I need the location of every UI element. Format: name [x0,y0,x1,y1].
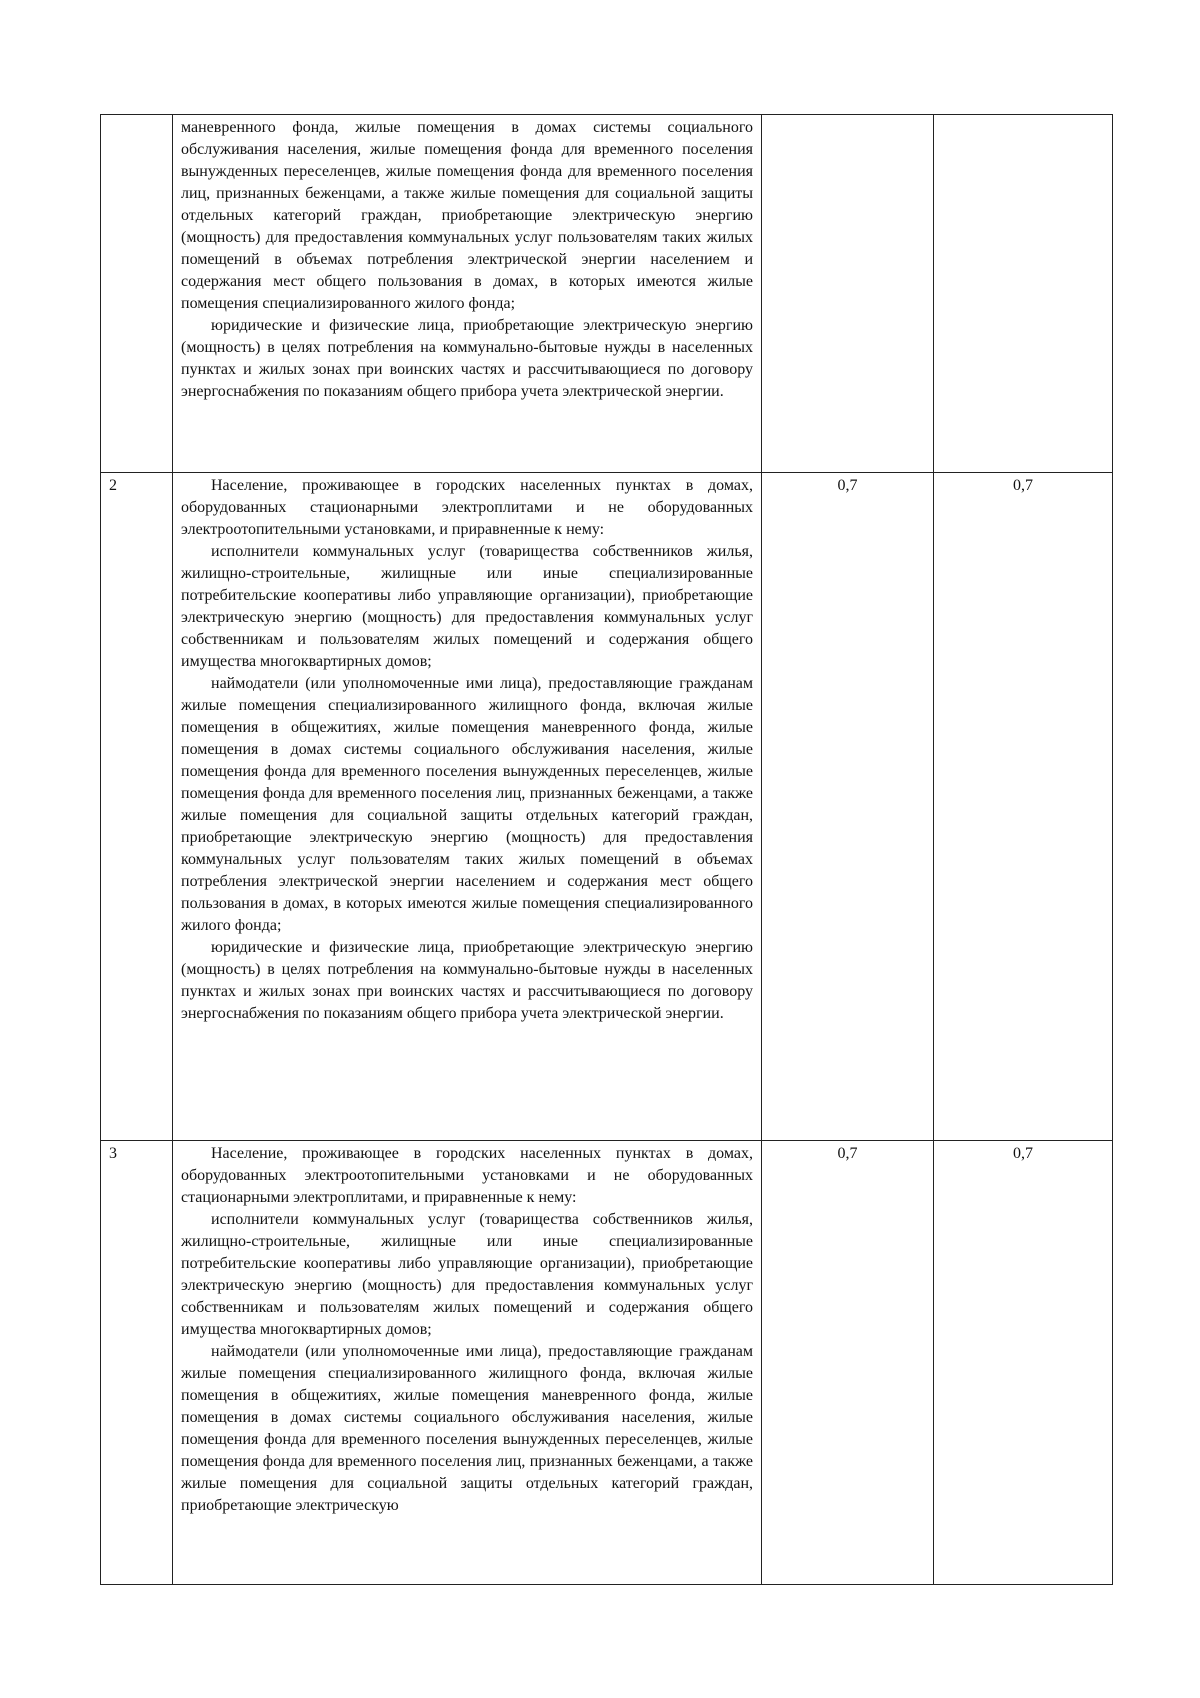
row-number: 2 [101,473,173,1141]
table-row [101,473,1113,1141]
row-description [173,1141,762,1585]
description-paragraph: юридические и физические лица, приобретающие электрическую энергию (мощность) в целях потребления на коммунально-бытовые нужды в населенных пунктах и жилых зонах при воинских частях и рассчитывающиеся по договору энергоснабжения по показаниям общего прибора учета электрической энергии. [181,317,753,400]
value-cell-2: 0,7 [934,1141,1113,1585]
row-number [101,115,173,473]
value-cell-2: 0,7 [934,473,1113,1141]
tariff-table [100,114,1113,1585]
description-paragraph: Население, проживающее в городских населенных пунктах в домах, оборудованных стационарными электроплитами и не оборудованных электроотопительными установками, и приравненные к нему: [181,477,753,538]
value-cell-1: 0,7 [762,1141,934,1585]
value-cell-1: 0,7 [762,473,934,1141]
value-cell-1 [762,115,934,473]
row-number: 3 [101,1141,173,1585]
document-page [100,114,1112,1585]
table-row [101,115,1113,473]
value-cell-2 [934,115,1113,473]
row-description [173,473,762,1141]
description-paragraph: исполнители коммунальных услуг (товарищества собственников жилья, жилищно-строительные, жилищные или иные специализированные потребительские кооперативы либо управляющие организации), приобретающие электрическую энергию (мощность) для предоставления коммунальных услуг собственникам и пользователям жилых помещений и содержания общего имущества многоквартирных домов; [181,1211,753,1338]
row-description [173,115,762,473]
description-paragraph: наймодатели (или уполномоченные ими лица), предоставляющие гражданам жилые помещения специализированного жилищного фонда, включая жилые помещения в общежитиях, жилые помещения маневренного фонда, жилые помещения в домах системы социального обслуживания населения, жилые помещения фонда для временного поселения вынужденных переселенцев, жилые помещения фонда для временного поселения лиц, признанных беженцами, а также жилые помещения для социальной защиты отдельных категорий граждан, приобретающие электрическую [181,1343,753,1514]
table-row [101,1141,1113,1585]
description-paragraph: исполнители коммунальных услуг (товарищества собственников жилья, жилищно-строительные, жилищные или иные специализированные потребительские кооперативы либо управляющие организации), приобретающие электрическую энергию (мощность) для предоставления коммунальных услуг собственникам и пользователям жилых помещений и содержания общего имущества многоквартирных домов; [181,543,753,670]
description-paragraph: наймодатели (или уполномоченные ими лица), предоставляющие гражданам жилые помещения специализированного жилищного фонда, включая жилые помещения в общежитиях, жилые помещения маневренного фонда, жилые помещения в домах системы социального обслуживания населения, жилые помещения фонда для временного поселения вынужденных переселенцев, жилые помещения фонда для временного поселения лиц, признанных беженцами, а также жилые помещения для социальной защиты отдельных категорий граждан, приобретающие электрическую энергию (мощность) для предоставления коммунальных услуг пользователям таких жилых помещений в объемах потребления электрической энергии населением и содержания мест общего пользования в домах, в которых имеются жилые помещения специализированного жилого фонда; [181,675,753,934]
description-paragraph: маневренного фонда, жилые помещения в домах системы социального обслуживания населения, жилые помещения фонда для временного поселения вынужденных переселенцев, жилые помещения фонда для временного поселения лиц, признанных беженцами, а также жилые помещения для социальной защиты отдельных категорий граждан, приобретающие электрическую энергию (мощность) для предоставления коммунальных услуг пользователям таких жилых помещений в объемах потребления электрической энергии населением и содержания мест общего пользования в домах, в которых имеются жилые помещения специализированного жилого фонда; [181,119,753,312]
description-paragraph: юридические и физические лица, приобретающие электрическую энергию (мощность) в целях потребления на коммунально-бытовые нужды в населенных пунктах и жилых зонах при воинских частях и рассчитывающиеся по договору энергоснабжения по показаниям общего прибора учета электрической энергии. [181,939,753,1022]
description-paragraph: Население, проживающее в городских населенных пунктах в домах, оборудованных электроотопительными установками и не оборудованных стационарными электроплитами, и приравненные к нему: [181,1145,753,1206]
